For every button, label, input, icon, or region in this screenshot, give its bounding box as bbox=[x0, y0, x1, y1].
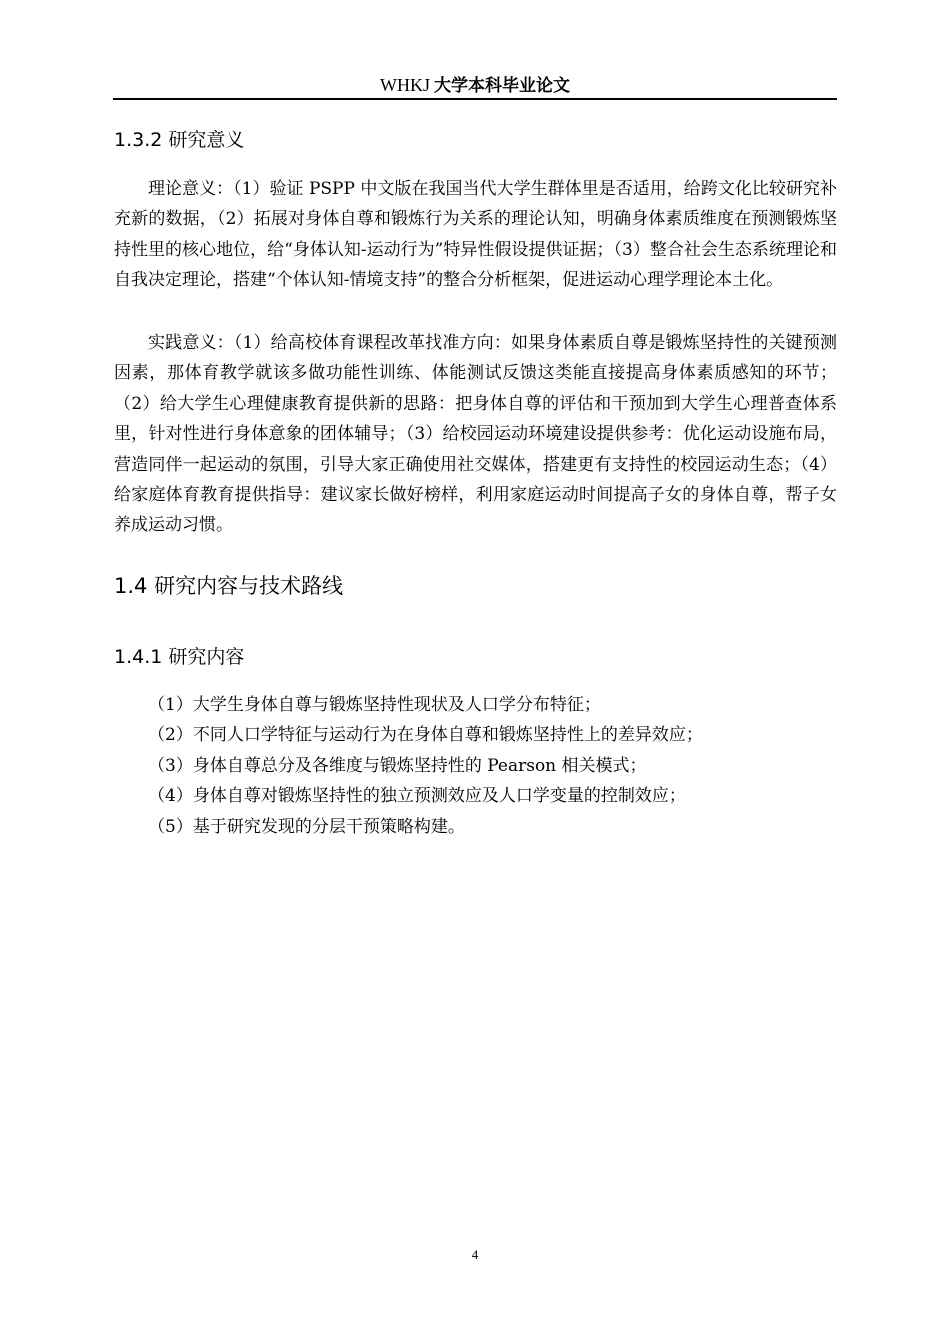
header-university-code: WHKJ bbox=[380, 75, 430, 95]
section-heading-1-4-1: 1.4.1 研究内容 bbox=[114, 646, 245, 668]
research-content-list bbox=[148, 690, 838, 842]
header-thesis-type: 大学本科毕业论文 bbox=[434, 76, 570, 96]
list-item: （3）身体自尊总分及各维度与锻炼坚持性的 Pearson 相关模式； bbox=[148, 755, 647, 776]
paragraph-practical-significance: 实践意义：（1）给高校体育课程改革找准方向：如果身体素质自尊是锻炼坚持性的关键预测因素，那体育教学就该多做功能性训练、体能测试反馈这类能直接提高身体素质感知的环节；（2）给大学生心理健康教育提供新的思路：把身体自尊的评估和干预加到大学生心理普查体系里，针对性进行身体意象的团体辅导；（3）给校园运动环境建设提供参考：优化运动设施布局，营造同伴一起运动的氛围，引导大家正确使用社交媒体，搭建更有支持性的校园运动生态；（4）给家庭体育教育提供指导：建议家长做好榜样，利用家庭运动时间提高子女的身体自尊，帮子女养成运动习惯。 bbox=[114, 333, 837, 536]
header-rule bbox=[113, 98, 837, 100]
list-item: （2）不同人口学特征与运动行为在身体自尊和锻炼坚持性上的差异效应； bbox=[148, 725, 703, 746]
paragraph-theoretical-significance: 理论意义：（1）验证 PSPP 中文版在我国当代大学生群体里是否适用，给跨文化比较研究补充新的数据，（2）拓展对身体自尊和锻炼行为关系的理论认知，明确身体素质维度在预测锻炼坚持性里的核心地位，给“身体认知-运动行为”特异性假设提供证据；（3）整合社会生态系统理论和自我决定理论，搭建“个体认知-情境支持”的整合分析框架，促进运动心理学理论本土化。 bbox=[114, 179, 837, 291]
section-heading-1-3-2: 1.3.2 研究意义 bbox=[114, 129, 245, 151]
section-heading-1-4: 1.4 研究内容与技术路线 bbox=[114, 574, 344, 598]
list-item: （1）大学生身体自尊与锻炼坚持性现状及人口学分布特征； bbox=[148, 695, 601, 715]
list-item: （4）身体自尊对锻炼坚持性的独立预测效应及人口学变量的控制效应； bbox=[148, 786, 686, 807]
page-header bbox=[113, 72, 837, 98]
page-number: 4 bbox=[471, 1247, 479, 1262]
list-item: （5）基于研究发现的分层干预策略构建。 bbox=[148, 816, 465, 837]
